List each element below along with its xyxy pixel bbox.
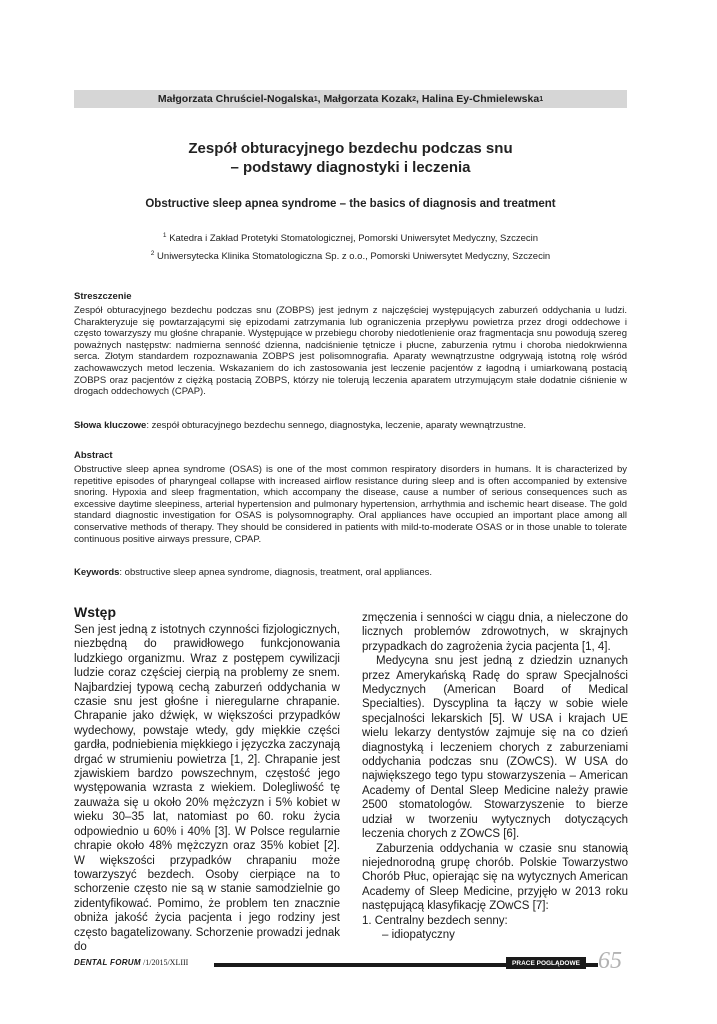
author-3: Halina Ey-Chmielewska (421, 93, 540, 105)
author-2: Małgorzata Kozak (323, 93, 413, 105)
body-paragraph: Medycyna snu jest jedną z dziedzin uznanych przez Amerykańską Radę do spraw Specjalności Medycznych (American Board of Medical Specialties). Dyscyplina ta łączy w sobie wiele specjalności lekarskich [5]. W USA i krajach UE wielu lekarzy dentystów zajmuje się na co dzień diagnostyką i leczeniem chorych z zaburzeniami oddychania podczas snu (ZOwCS). W USA do największego tego typu stowarzyszenia – American Academy of Dental Sleep Medicine należy prawie 2500 stomatologów. Stowarzyszenie to bierze udział w tworzeniu wytycznych dotyczących leczenia chorych z ZOwCS [6]. (362, 655, 628, 841)
abstract-text: Obstructive sleep apnea syndrome (OSAS) is one of the most common respiratory disorders in humans. It is characterized by repetitive episodes of pharyngeal collapse with increased airflow resistance during sleep and is often accompanied by extensive snoring. Hypoxia and sleep fragmentation, which accompany the disease, cause a number of serious consequences such as excessive daytime sleepiness, arterial hypertension and pulmonary hypertension, arrhythmia and ischemic heart disease. The gold standard diagnostic investigation for OSAS is polysomnography. Oral appliances have occupied an important place among all conservative methods of therapy. They should be considered in patients with mild-to-moderate OSAS or in those unable to tolerate continuous positive airways pressure, CPAP. (74, 464, 627, 545)
slowa-kluczowe-label: Słowa kluczowe (74, 420, 147, 431)
article-title (74, 139, 627, 177)
section-tag: PRACE POGLĄDOWE (506, 957, 586, 969)
streszczenie-heading: Streszczenie (74, 291, 132, 302)
affiliation-1 (74, 232, 627, 244)
body-column-right (362, 611, 628, 942)
abstract-heading: Abstract (74, 450, 113, 461)
page-number: 65 (598, 948, 622, 974)
body-paragraph: Sen jest jedną z istotnych czynności fizjologicznych, niezbędną do prawidłowego funkcjonowania ludzkiego organizmu. Wraz z postępem cywilizacji ludzie coraz częściej cierpią na problemy ze snem. Najbardziej typową cechą zaburzeń oddychania w czasie snu jest głośne i nieregularne chrapanie. Chrapanie jako dźwięk, w większości przypadków wydechowy, powstaje wtedy, gdy miękkie części gardła, podniebienia miękkiego i języczka zaczynają drgać w strumieniu powietrza [1, 2]. Chrapanie jest zjawiskiem bardzo powszechnym, częstość jego występowania wzrasta z wiekiem. Dolegliwość tę zauważa się u około 20% mężczyzn i 5% kobiet w wieku 30–35 lat, natomiast po 60. roku życia odpowiednio u 60% i 40% [3]. W Polsce regularnie chrapie około 48% mężczyzn oraz 35% kobiet [2]. W większości przypadków chrapaniu może towarzyszyć bezdech. Osoby cierpiące na to schorzenie często nie są w stanie samodzielnie go zidentyfikować. Pomimo, że problem ten znacznie obniża jakość życia pacjenta i jego rodziny jest często bagatelizowany. Schorzenie prowadzi jednak do (74, 624, 340, 953)
keywords (74, 567, 627, 578)
affiliation-2-sup: 2 (150, 250, 155, 257)
author-1: Małgorzata Chruściel-Nogalska (157, 93, 314, 105)
slowa-kluczowe-text: : zespół obturacyjnego bezdechu sennego, diagnostyka, leczenie, aparaty wewnątrzustne. (146, 420, 527, 431)
affiliation-2-text: Uniwersytecka Klinika Stomatologiczna Sp. z o.o., Pomorski Uniwersytet Medyczny, Szczecin (157, 251, 551, 263)
title-line-1: Zespół obturacyjnego bezdechu podczas snu (188, 140, 513, 157)
list-item: 1. Centralny bezdech senny: (362, 914, 508, 927)
section-heading-wstep: Wstęp (74, 604, 116, 620)
keywords-label: Keywords (74, 567, 120, 578)
author-3-sup: 1 (539, 95, 544, 103)
title-line-2: – podstawy diagnostyki i leczenia (230, 159, 471, 176)
body-paragraph: Zaburzenia oddychania w czasie snu stanowią niejednorodną grupę chorób. Polskie Towarzystwo Chorób Płuc, opierając się na wytycznych American Academy of Sleep Medicine, przyjęło w 2013 roku następującą klasyfikację ZOwCS [7]: (362, 842, 628, 913)
author-2-sup: 2 (412, 95, 417, 103)
authors-bar: Małgorzata Chruściel-Nogalska 1 , Małgorzata Kozak 2 , Halina Ey-Chmielewska 1 (74, 90, 627, 108)
slowa-kluczowe (74, 420, 627, 431)
english-title: Obstructive sleep apnea syndrome – the basics of diagnosis and treatment (145, 198, 556, 210)
body-column-left (74, 623, 340, 954)
journal-issue: /1/2015/XLIII (143, 958, 189, 967)
author-1-sup: 1 (313, 95, 318, 103)
keywords-text: : obstructive sleep apnea syndrome, diagnosis, treatment, oral appliances. (119, 567, 433, 578)
list-item: – idiopatyczny (382, 928, 455, 941)
streszczenie-text: Zespół obturacyjnego bezdechu podczas snu (ZOBPS) jest jednym z najczęściej występujących zaburzeń oddychania u ludzi. Charakteryzuje się powtarzającymi się epizodami zatrzymania lub ograniczenia przepływu powietrza przez drogi oddechowe i często towarzyszy mu głośne chrapanie. Występujące w przebiegu choroby niedotlenienie oraz fragmentacja snu powodują szereg poważnych następstw: nadmierna senność dzienna, nadciśnienie tętnicze i płucne, zaburzenia rytmu i choroba niedokrwienna serca. Złotym standardem rozpoznawania ZOBPS jest polisomnografia. Aparaty wewnątrzustne odgrywają istotną rolę wśród zachowawczych metod leczenia. Wskazaniem do ich zastosowania jest leczenie pacjentów z łagodną i umiarkowaną postacią ZOBPS oraz pacjentów z ciężką postacią ZOBPS, którzy nie tolerują leczenia aparatem utrzymującym stałe dodatnie ciśnienie w drogach oddechowych (CPAP). (74, 305, 627, 398)
affiliation-2 (74, 250, 627, 262)
affiliation-1-sup: 1 (162, 232, 167, 239)
body-paragraph: zmęczenia i senności w ciągu dnia, a nieleczone do licznych problemów zdrowotnych, w skrajnych przypadkach do zagrożenia życia pacjenta [1, 4]. (362, 612, 628, 653)
affiliation-1-text: Katedra i Zakład Protetyki Stomatologicznej, Pomorski Uniwersytet Medyczny, Szczecin (169, 233, 539, 245)
journal-name: DENTAL FORUM (74, 958, 141, 967)
